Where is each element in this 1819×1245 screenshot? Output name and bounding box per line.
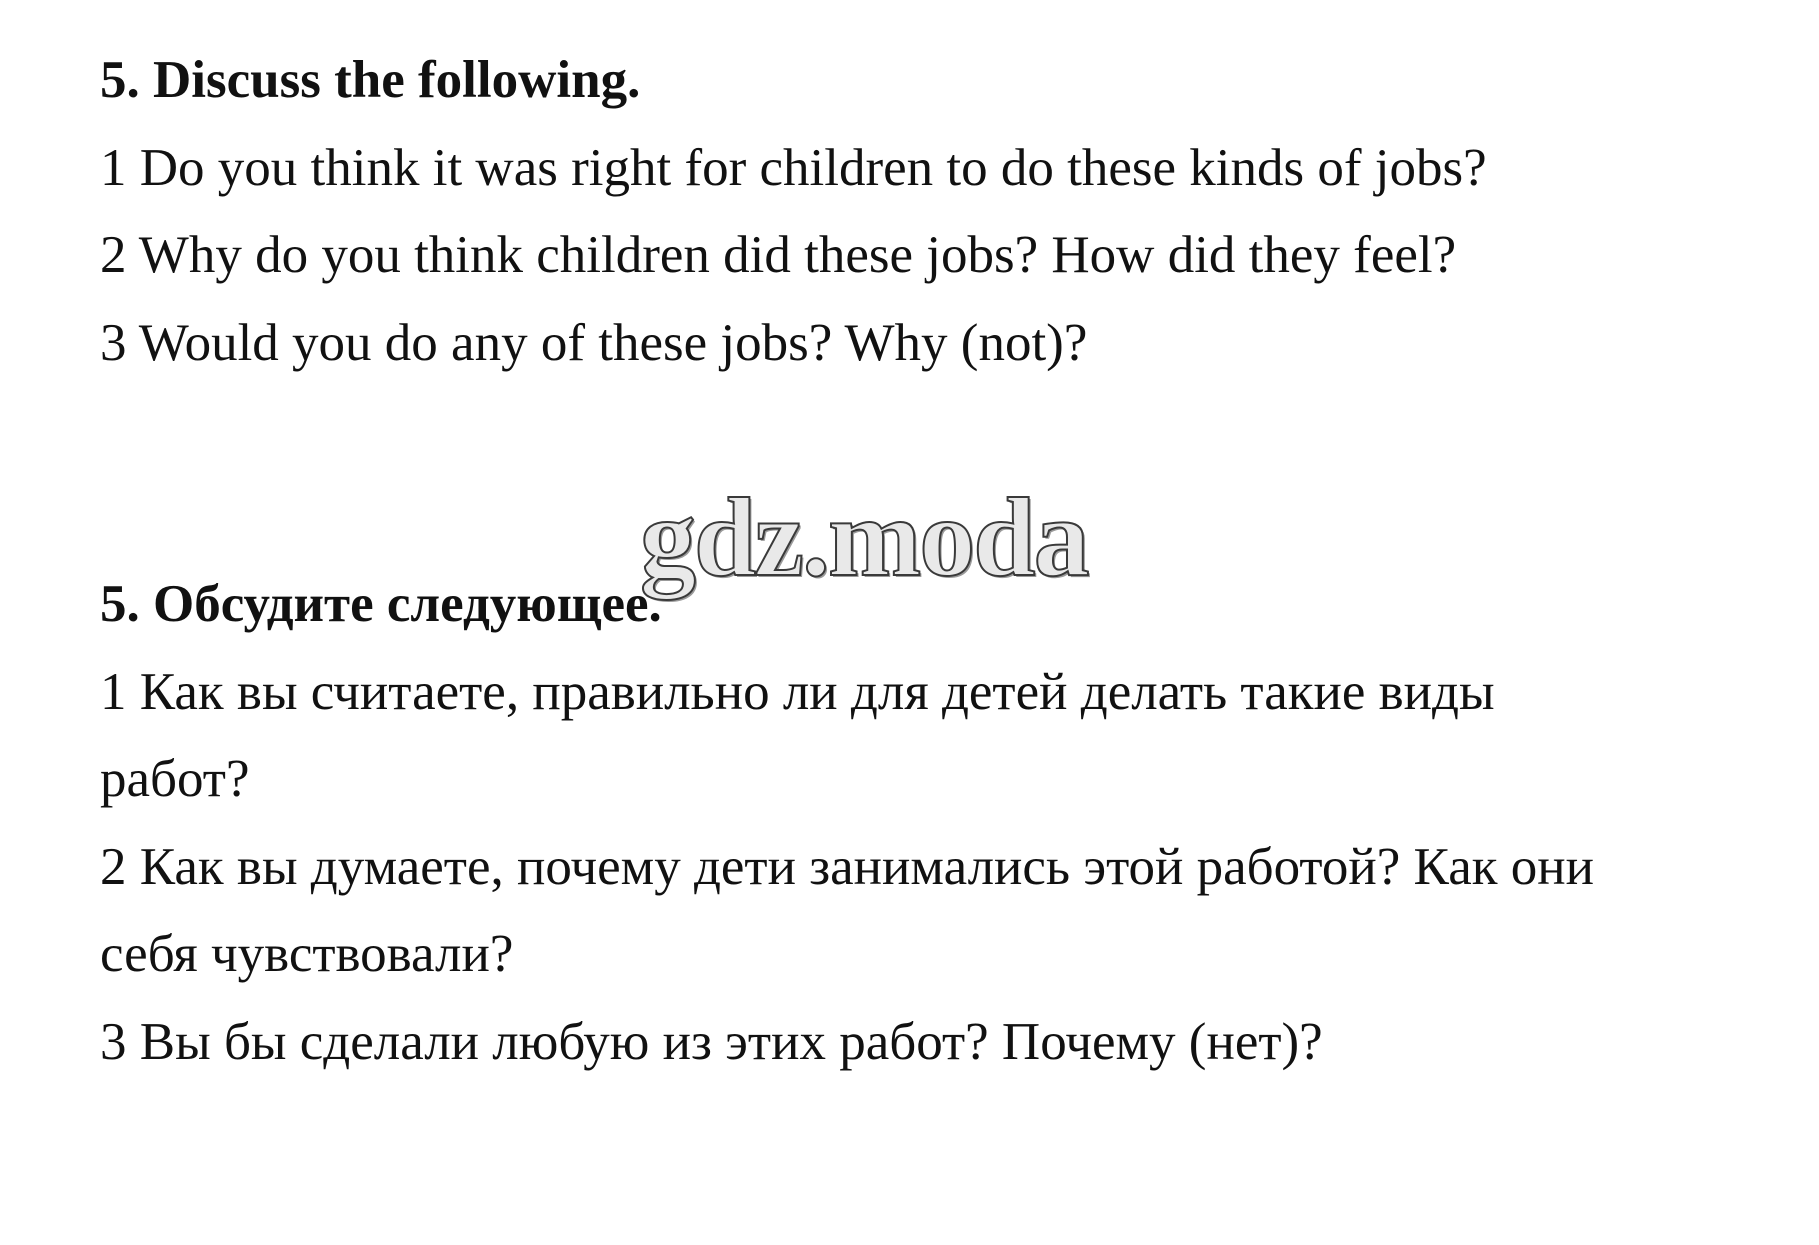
- russian-line-4: себя чувствовали?: [100, 925, 514, 983]
- russian-heading: 5. Обсудите следующее.: [100, 575, 662, 633]
- russian-line-3: 2 Как вы думаете, почему дети занимались этой работой? Как они: [100, 838, 1594, 896]
- english-question-3: 3 Would you do any of these jobs? Why (not)?: [100, 314, 1088, 372]
- russian-line-2: работ?: [100, 750, 250, 808]
- english-question-2: 2 Why do you think children did these jobs? How did they feel?: [100, 226, 1457, 284]
- watermark-logo: gdz.moda: [640, 476, 1088, 600]
- english-question-1: 1 Do you think it was right for children to do these kinds of jobs?: [100, 139, 1487, 197]
- russian-line-1: 1 Как вы считаете, правильно ли для детей делать такие виды: [100, 663, 1495, 721]
- russian-line-5: 3 Вы бы сделали любую из этих работ? Почему (нет)?: [100, 1013, 1323, 1071]
- english-heading: 5. Discuss the following.: [100, 51, 641, 109]
